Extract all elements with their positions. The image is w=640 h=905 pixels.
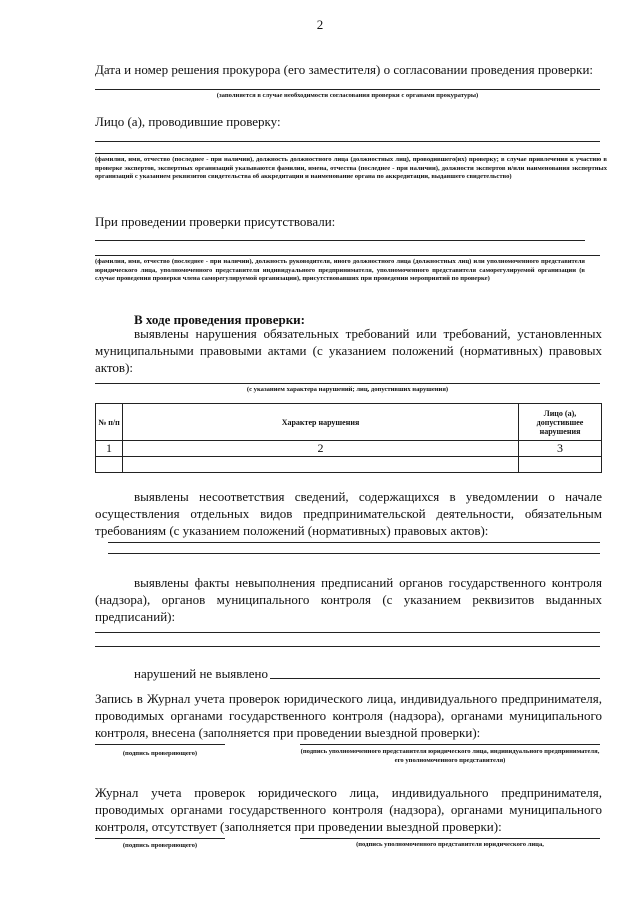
prosecutor-decision-line[interactable] <box>95 89 600 90</box>
violations-line[interactable] <box>95 383 600 384</box>
header-responsible-person: Лицо (а), допустившее нарушения <box>519 404 602 441</box>
column-number-3: 3 <box>519 441 602 457</box>
discrepancies-line-1[interactable] <box>108 542 600 543</box>
header-number: № п/п <box>96 404 123 441</box>
no-violations-line[interactable] <box>270 678 600 679</box>
table-row[interactable] <box>96 457 602 473</box>
violations-note: (с указанием характера нарушений; лиц, допустивших нарушения) <box>246 386 449 393</box>
journal-entry-inspector-signature-caption: (подпись проверяющего) <box>122 750 198 757</box>
journal-absent-inspector-signature-caption: (подпись проверяющего) <box>122 842 198 849</box>
table-cell[interactable] <box>96 457 123 473</box>
no-violations-label: нарушений не выявлено <box>134 666 268 681</box>
journal-entry-representative-signature-line[interactable] <box>300 744 600 745</box>
findings-heading: В ходе проведения проверки: <box>134 312 305 327</box>
page-number: 2 <box>316 17 324 32</box>
column-number-2: 2 <box>123 441 519 457</box>
header-violation-nature: Характер нарушения <box>123 404 519 441</box>
discrepancies-line-2[interactable] <box>108 553 600 554</box>
present-note: (фамилия, имя, отчество (последнее - при наличии), должность руководителя, иного должностного лица (должностных лиц) или уполномоченного представителя юридического лица, уполномоченного представителя индивидуального предпринимателя, уполномоченного представителя саморегулируемой организации (в случае проведения проверки члена саморегулируемой организации), присутствовавших при проведении мероприятий по проверке) <box>95 258 585 282</box>
violations-text: выявлены нарушения обязательных требований или требований, установленных муниципальными правовыми актами (с указанием положений (нормативных) правовых актов): <box>95 326 602 375</box>
nonfulfillment-line-2[interactable] <box>95 646 600 647</box>
present-line-2[interactable] <box>95 255 600 256</box>
journal-absent-representative-signature-caption: (подпись уполномоченного представителя юридического лица, <box>356 841 544 848</box>
prosecutor-decision-note: (заполняется в случае необходимости согласования проверки с органами прокуратуры) <box>216 92 479 99</box>
present-label: При проведении проверки присутствовали: <box>95 214 336 229</box>
nonfulfillment-line-1[interactable] <box>95 632 600 633</box>
journal-entry-representative-signature-caption: (подпись уполномоченного представителя юридического лица, индивидуального предпринимателя, его уполномоченного представителя) <box>300 748 600 764</box>
prosecutor-decision-label: Дата и номер решения прокурора (его заместителя) о согласовании проведения проверки: <box>95 62 594 77</box>
table-cell[interactable] <box>519 457 602 473</box>
journal-absent-text: Журнал учета проверок юридического лица, индивидуального предпринимателя, проводимых органами государственного контроля (надзора), органами муниципального контроля, отсутствует (заполняется при проведении выездной проверки): <box>95 785 602 834</box>
journal-entry-inspector-signature-line[interactable] <box>95 744 225 745</box>
violations-table <box>95 403 602 473</box>
table-numbering-row <box>96 441 602 457</box>
inspectors-line-1[interactable] <box>95 141 600 142</box>
table-header-row <box>96 404 602 441</box>
present-line-1[interactable] <box>95 240 585 241</box>
journal-absent-inspector-signature-line[interactable] <box>95 838 225 839</box>
journal-absent-representative-signature-line[interactable] <box>300 838 600 839</box>
column-number-1: 1 <box>96 441 123 457</box>
discrepancies-text: выявлены несоответствия сведений, содержащихся в уведомлении о начале осуществления отдельных видов предпринимательской деятельности, обязательным требованиям (с указанием положений (нормативных) правовых актов): <box>95 489 602 538</box>
nonfulfillment-text: выявлены факты невыполнения предписаний органов государственного контроля (надзора), органов муниципального контроля (с указанием реквизитов выданных предписаний): <box>95 575 602 624</box>
inspectors-label: Лицо (а), проводившие проверку: <box>95 114 281 129</box>
journal-entry-text: Запись в Журнал учета проверок юридического лица, индивидуального предпринимателя, проводимых органами государственного контроля (надзора), органами муниципального контроля, внесена (заполняется при проведении выездной проверки): <box>95 691 602 740</box>
inspectors-note: (фамилия, имя, отчество (последнее - при наличии), должность должностного лица (должностных лиц), проводившего(их) проверку; в случае привлечения к участию в проверке экспертов, экспертных организаций указываются фамилии, имена, отчества (последнее - при наличии), должности экспертов и/или наименования экспертных организаций с указанием реквизитов свидетельства об аккредитации и наименование органа по аккредитации, выдавшего свидетельство) <box>95 156 607 180</box>
inspectors-line-2[interactable] <box>95 153 600 154</box>
table-cell[interactable] <box>123 457 519 473</box>
